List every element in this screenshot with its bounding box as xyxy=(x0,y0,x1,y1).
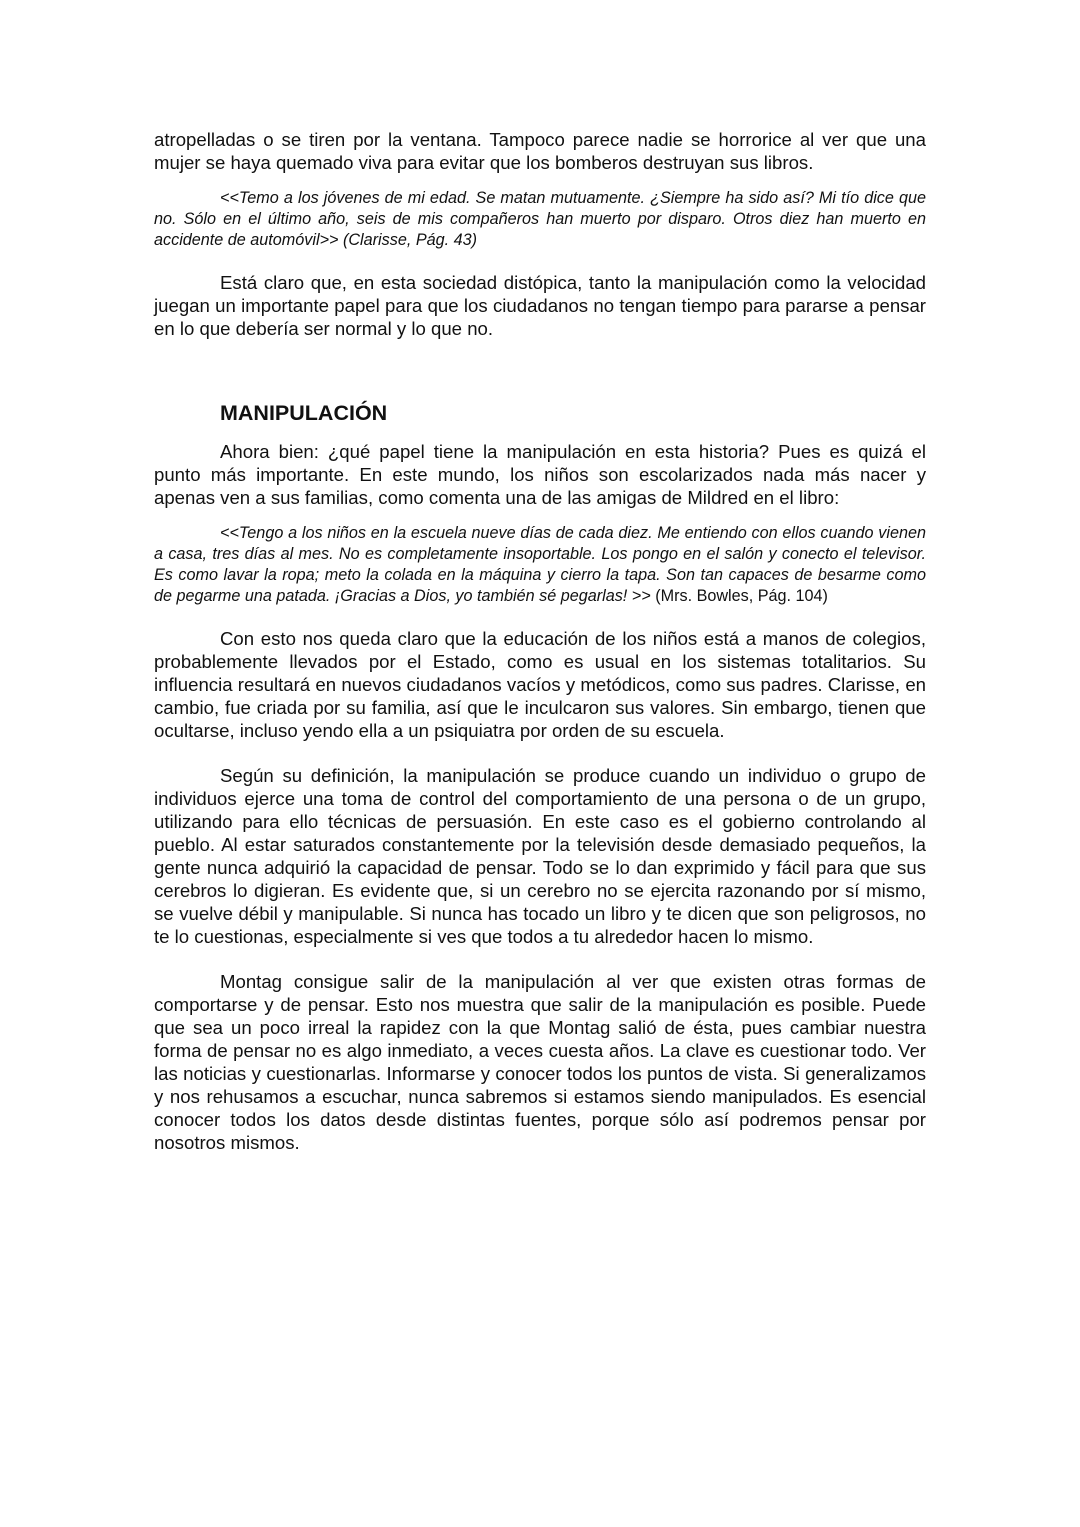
quote-clarisse xyxy=(154,188,926,251)
paragraph-intro: atropelladas o se tiren por la ventana. Tampoco parece nadie se horrorice al ver que una mujer se haya quemado viva para evitar que los bomberos destruyan sus libros. xyxy=(154,129,926,173)
quote-mrs-bowles xyxy=(154,523,926,607)
paragraph-educacion: Con esto nos queda claro que la educación de los niños está a manos de colegios, probablemente llevados por el Estado, como es usual en los sistemas totalitarios. Su influencia resultará en nuevos ciudadanos vacíos y metódicos, como sus padres. Clarisse, en cambio, fue criada por su familia, así que le inculcaron sus valores. Sin embargo, tienen que ocultarse, incluso yendo ella a un psiquiatra por orden de su escuela. xyxy=(154,628,926,741)
paragraph-velocidad: Está claro que, en esta sociedad distópica, tanto la manipulación como la velocidad juegan un importante papel para que los ciudadanos no tengan tiempo para pararse a pensar en lo que debería ser normal y lo que no. xyxy=(154,272,926,339)
quote-bowles-citation: (Mrs. Bowles, Pág. 104) xyxy=(650,587,828,605)
page-content xyxy=(154,128,926,1154)
section-heading: MANIPULACIÓN xyxy=(220,401,388,425)
paragraph-montag: Montag consigue salir de la manipulación al ver que existen otras formas de comportarse y de pensar. Esto nos muestra que salir de la manipulación es posible. Puede que sea un poco irreal la rapidez con la que Montag salió de ésta, pues cambiar nuestra forma de pensar no es algo inmediato, a veces cuesta años. La clave es cuestionar todo. Ver las noticias y cuestionarlas. Informarse y conocer todos los puntos de vista. Si generalizamos y nos rehusamos a escuchar, nunca sabremos si estamos siendo manipulados. Es esencial conocer todos los datos desde distintas fuentes, porque sólo así podremos pensar por nosotros mismos. xyxy=(154,971,926,1153)
quote-clarisse-text: <<Temo a los jóvenes de mi edad. Se matan mutuamente. ¿Siempre ha sido así? Mi tío dice que no. Sólo en el último año, seis de mis compañeros han muerto por disparo. Otros diez han muerto en accidente de automóvil>> (Clarisse, Pág. 43) xyxy=(154,189,926,249)
quote-bowles-text: <<Tengo a los niños en la escuela nueve días de cada diez. Me entiendo con ellos cuando vienen a casa, tres días al mes. No es completamente insoportable. Los pongo en el salón y conecto el televisor. Es como lavar la ropa; meto la colada en la máquina y cierro la tapa. Son tan capaces de besarme como de pegarme una patada. ¡Gracias a Dios, yo también sé pegarlas! >> xyxy=(154,524,926,605)
paragraph-ahora: Ahora bien: ¿qué papel tiene la manipulación en esta historia? Pues es quizá el punto más importante. En este mundo, los niños son escolarizados nada más nacer y apenas ven a sus familias, como comenta una de las amigas de Mildred en el libro: xyxy=(154,441,926,508)
paragraph-definicion: Según su definición, la manipulación se produce cuando un individuo o grupo de individuos ejerce una toma de control del comportamiento de una persona o de un grupo, utilizando para ello técnicas de persuasión. En este caso es el gobierno controlando al pueblo. Al estar saturados constantemente por la televisión desde demasiado pequeños, la gente nunca adquirió la capacidad de pensar. Todo se lo dan exprimido y fácil para que sus cerebros lo digieran. Es evidente que, si un cerebro no se ejercita razonando por sí mismo, se vuelve débil y manipulable. Si nunca has tocado un libro y te dicen que son peligrosos, no te lo cuestionas, especialmente si ves que todos a tu alrededor hacen lo mismo. xyxy=(154,765,926,947)
